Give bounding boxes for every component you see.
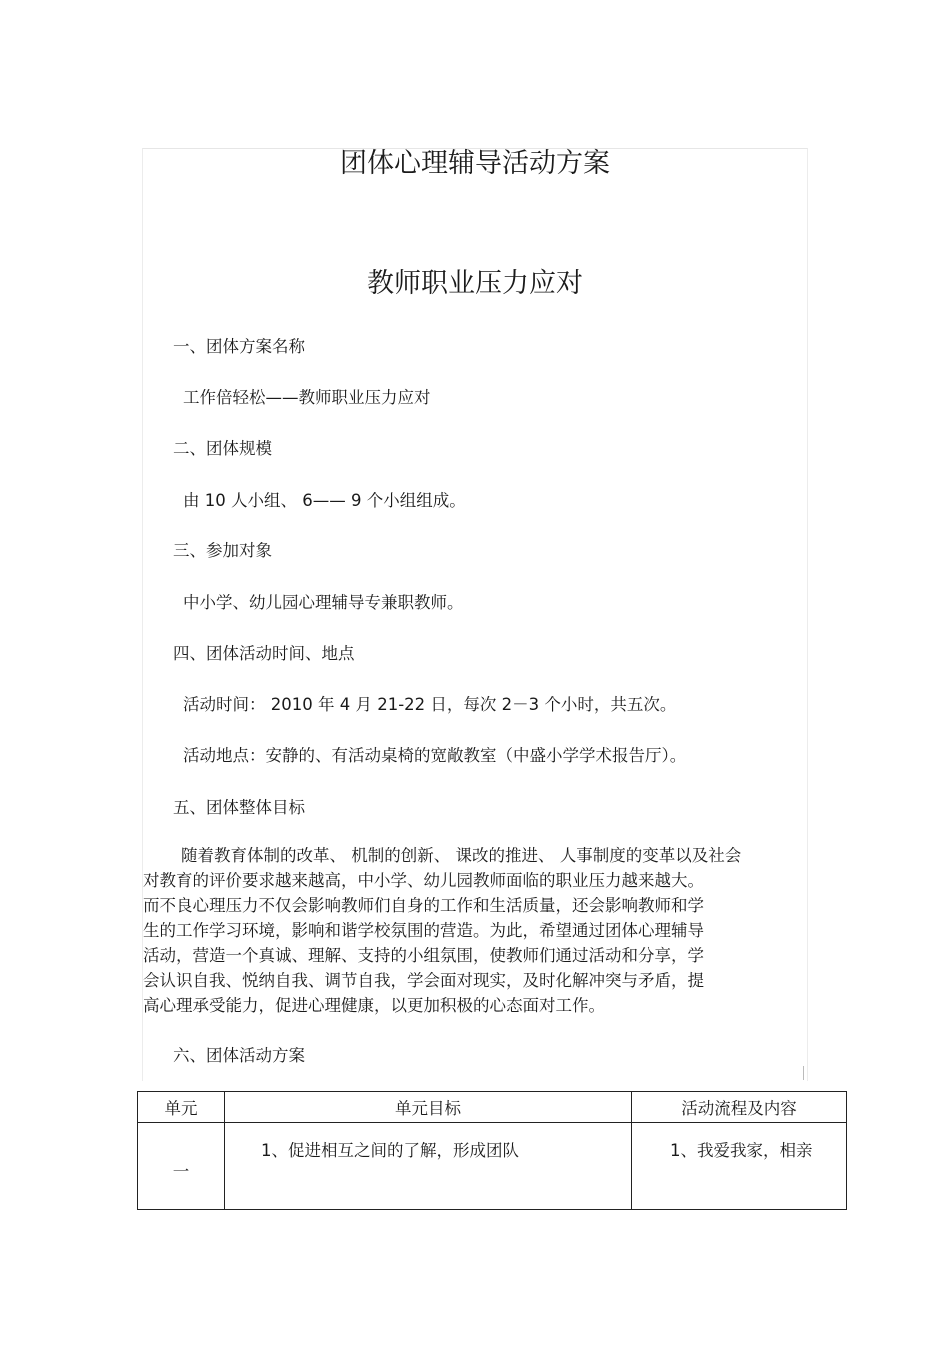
section-heading-plan: 六、团体活动方案: [173, 1046, 305, 1065]
activity-time-text: 活动时间： 2010 年 4 月 21-22 日，每次 2－3 个小时，共五次。: [183, 695, 677, 714]
goals-line: 会认识自我、悦纳自我、调节自我，学会面对现实，及时化解冲突与矛盾，提: [143, 971, 704, 990]
goals-line: 随着教育体制的改革、 机制的创新、 课改的推进、 人事制度的变革以及社会: [181, 846, 742, 865]
participants-text: 中小学、幼儿园心理辅导专兼职教师。: [183, 593, 464, 612]
document-title: 团体心理辅导活动方案: [340, 148, 610, 179]
goals-paragraph: [143, 843, 803, 1018]
goals-line: 高心理承受能力，促进心理健康，以更加积极的心态面对工作。: [143, 996, 605, 1015]
column-header-unit: 单元: [138, 1092, 225, 1123]
section-heading-scale: 二、团体规模: [173, 439, 272, 458]
activity-plan-table: [137, 1091, 847, 1210]
document-subtitle: 教师职业压力应对: [367, 268, 583, 299]
goals-line: 而不良心理压力不仅会影响教师们自身的工作和生活质量，还会影响教师和学: [143, 896, 704, 915]
frame-edge-mark: [803, 1066, 804, 1080]
table-header-row: [138, 1092, 847, 1123]
goal-cell: 1、促进相互之间的了解，形成团队: [225, 1123, 632, 1210]
flow-cell: 1、我爱我家，相亲: [632, 1123, 847, 1210]
goals-line: 活动，营造一个真诚、理解、支持的小组氛围，使教师们通过活动和分享，学: [143, 946, 704, 965]
plan-name-text: 工作倍轻松——教师职业压力应对: [183, 388, 431, 407]
activity-place-text: 活动地点：安静的、有活动桌椅的宽敞教室（中盛小学学术报告厅）。: [183, 746, 687, 765]
goals-line: 生的工作学习环境，影响和谐学校氛围的营造。为此，希望通过团体心理辅导: [143, 921, 704, 940]
table-row: [138, 1123, 847, 1210]
column-header-flow: 活动流程及内容: [632, 1092, 847, 1123]
section-heading-participants: 三、参加对象: [173, 541, 272, 560]
goals-line: 对教育的评价要求越来越高，中小学、幼儿园教师面临的职业压力越来越大。: [143, 871, 704, 890]
unit-cell: 一: [138, 1123, 225, 1210]
group-scale-text: 由 10 人小组、 6—— 9 个小组组成。: [183, 491, 466, 510]
section-heading-time-place: 四、团体活动时间、地点: [173, 644, 355, 663]
section-heading-goals: 五、团体整体目标: [173, 798, 305, 817]
section-heading-name: 一、团体方案名称: [173, 337, 305, 356]
column-header-goal: 单元目标: [225, 1092, 632, 1123]
